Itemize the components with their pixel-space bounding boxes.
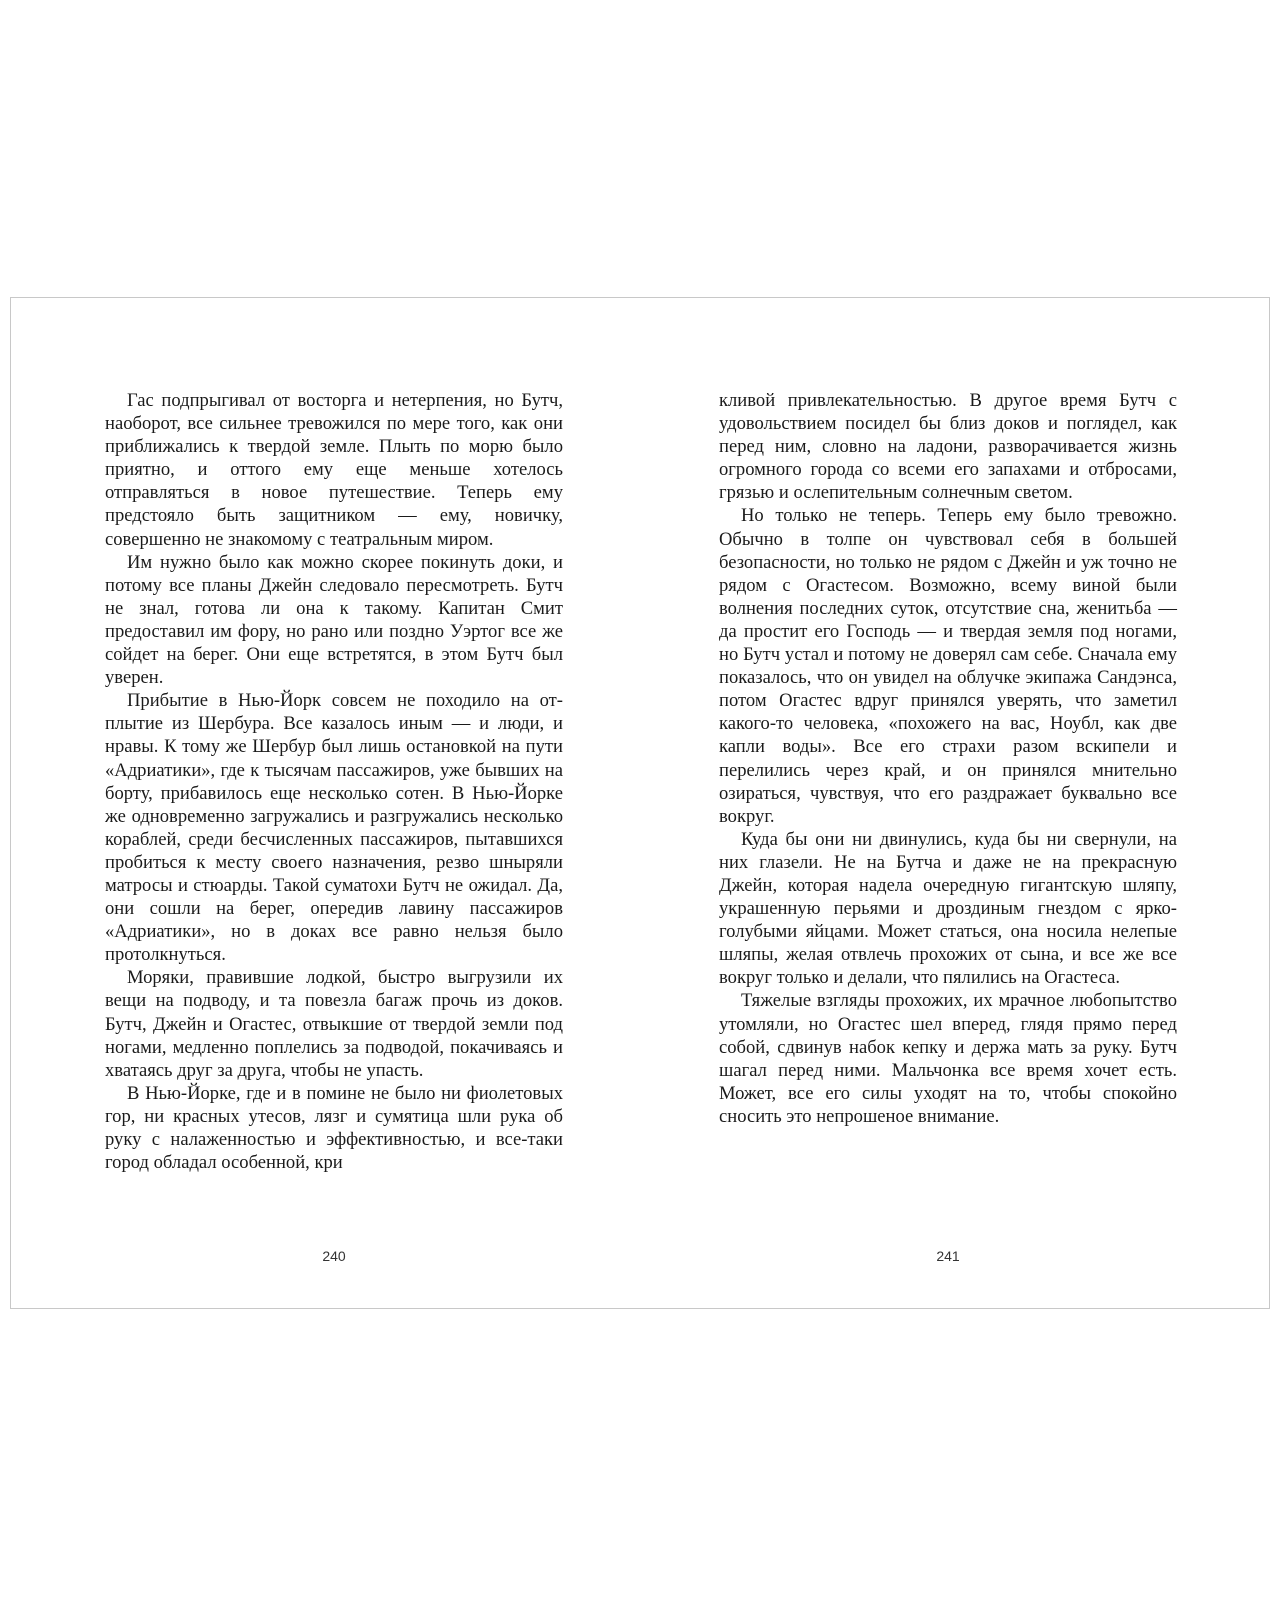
paragraph: Прибытие в Нью-Йорк совсем не походило на отплытие из Шербура. Все казалось иным — и люди, и нравы. К тому же Шербур был лишь остановкой на пути «Адриатики», где к тысячам пассажиров, уже бывших на борту, прибавилось еще несколько сотен. В Нью-Йорке же одновременно загружались и разгружались несколько кораблей, среди бесчисленных пассажиров, пытавшихся пробиться к месту своего назначения, резво шныряли матросы и стюарды. Такой суматохи Бутч не ожидал. Да, они сошли на берег, опередив лавину пассажиров «Адриатики», но в доках все равно нельзя было протолкнуться. (105, 690, 563, 966)
paragraph: В Нью-Йорке, где и в помине не было ни фиолетовых гор, ни красных утесов, лязг и сумятица шли рука об руку с налаженностью и эффективностью, и все-таки город обладал особенной, кри (105, 1082, 563, 1174)
page-number-right: 241 (936, 1248, 960, 1264)
right-page (719, 389, 1177, 1128)
book-spread (10, 297, 1270, 1309)
paragraph: Моряки, правившие лодкой, быстро выгрузили их вещи на подводу, и та повезла багаж прочь из доков. Бутч, Джейн и Огастес, отвыкшие от твердой земли под ногами, медленно поплелись за подводой, покачиваясь и хватаясь друг за друга, чтобы не упасть. (105, 967, 563, 1081)
left-page (105, 389, 563, 1174)
paragraph: Тяжелые взгляды прохожих, их мрачное любопытство утомляли, но Огастес шел вперед, глядя прямо перед собой, сдвинув набок кепку и держа мать за руку. Бутч шагал перед ними. Мальчонка все время хочет есть. Может, все его силы уходят на то, чтобы спокойно сносить это непрошеное внимание. (719, 990, 1177, 1127)
paragraph: Гас подпрыгивал от восторга и нетерпения, но Бутч, наоборот, все сильнее тревожился по мере того, как они приближались к твердой земле. Плыть по морю было приятно, и оттого ему еще меньше хотелось отправляться в новое путешествие. Теперь ему предстояло быть защитником — ему, новичку, совершенно не знакомому с театральным миром. (105, 390, 563, 550)
paragraph: Но только не теперь. Теперь ему было тревожно. Обычно в толпе он чувствовал себя в большей безопасности, но только не рядом с Джейн и уж точно не рядом с Огастесом. Возможно, всему виной были волнения последних суток, отсутствие сна, женитьба — да простит его Господь — и твердая земля под ногами, но Бутч устал и потому не доверял сам себе. Сначала ему показалось, что он увидел на облучке экипажа Сандэнса, потом Огастес вдруг принялся уверять, что заметил какого-то человека, «похожего на вас, Ноубл, как две капли воды». Все его страхи разом вскипели и перелились через край, и он принялся мнительно озираться, чувствуя, что его раздражает буквально все вокруг. (719, 505, 1177, 827)
paragraph: Им нужно было как можно скорее покинуть доки, и потому все планы Джейн следовало пересмотреть. Бутч не знал, готова ли она к такому. Капитан Смит предоставил им фору, но рано или поздно Уэртог все же сойдет на берег. Они еще встретятся, в этом Бутч был уверен. (105, 551, 563, 689)
paragraph-continuation: кливой привлекательностью. В другое время Бутч с удовольствием посидел бы близ доков и поглядел, как перед ним, словно на ладони, разворачивается жизнь огромного города со всеми его запахами и отбросами, грязью и ослепительным солнечным светом. (719, 390, 1177, 504)
paragraph: Куда бы они ни двинулись, куда бы ни свернули, на них глазели. Не на Бутча и даже не на прекрасную Джейн, которая надела очередную гигантскую шляпу, украшенную перьями и дроздиным гнездом с ярко-голубыми яйцами. Может статься, она носила нелепые шляпы, желая отвлечь прохожих от сына, и все же все вокруг только и делали, что пялились на Огастеса. (719, 828, 1177, 989)
page-number-left: 240 (322, 1248, 346, 1264)
